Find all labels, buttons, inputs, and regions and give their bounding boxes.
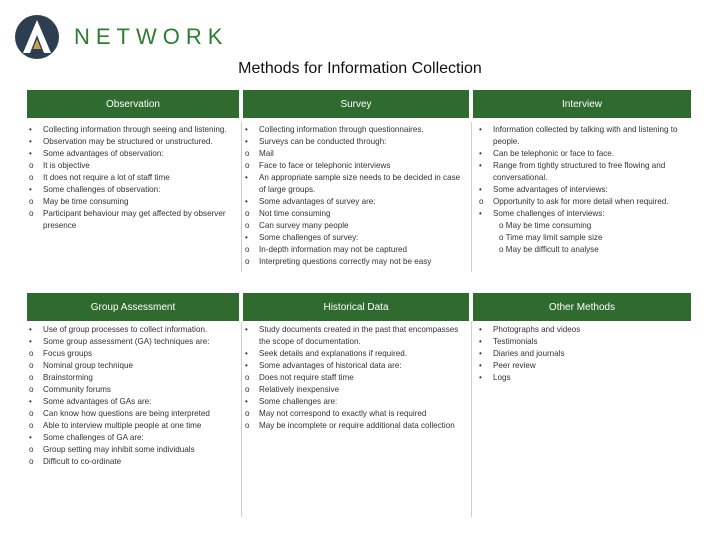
bullet-marker: • bbox=[479, 373, 482, 382]
list-item-text: Use of group processes to collect information. bbox=[43, 325, 208, 334]
bullet-marker: • bbox=[479, 361, 482, 370]
header-other-methods: Other Methods bbox=[473, 293, 691, 321]
list-item bbox=[27, 384, 237, 396]
list-item bbox=[27, 360, 237, 372]
list-item-text: May be time consuming bbox=[43, 197, 129, 206]
list-item bbox=[477, 208, 687, 220]
list-item-text: Study documents created in the past that encompasses the scope of documentation. bbox=[259, 325, 459, 346]
list-item bbox=[27, 160, 232, 172]
list-item-text: Brainstorming bbox=[43, 373, 93, 382]
header-historical-data: Historical Data bbox=[243, 293, 469, 321]
item-list bbox=[27, 324, 237, 468]
bullet-marker: o bbox=[29, 349, 34, 358]
list-item-text: An appropriate sample size needs to be decided in case of large groups. bbox=[259, 173, 461, 194]
divider bbox=[471, 122, 472, 272]
list-item bbox=[27, 420, 237, 432]
list-item bbox=[243, 420, 468, 432]
list-item bbox=[477, 148, 687, 160]
divider bbox=[471, 322, 472, 517]
list-item-text: Testimonials bbox=[493, 337, 538, 346]
bullet-marker: o bbox=[29, 161, 34, 170]
list-item bbox=[27, 148, 232, 160]
bullet-marker: o bbox=[245, 421, 250, 430]
item-list bbox=[243, 324, 468, 432]
list-item bbox=[27, 124, 232, 136]
list-item bbox=[27, 184, 232, 196]
bullet-marker: o bbox=[29, 173, 34, 182]
list-item-text: Nominal group technique bbox=[43, 361, 133, 370]
list-item-text: Surveys can be conducted through: bbox=[259, 137, 387, 146]
list-item-text: Opportunity to ask for more detail when required. bbox=[493, 197, 669, 206]
list-item-text: Photographs and videos bbox=[493, 325, 581, 334]
list-item-text: Community forums bbox=[43, 385, 111, 394]
network-logo bbox=[14, 13, 228, 61]
list-item-text: Some challenges of observation: bbox=[43, 185, 161, 194]
list-item-text: Not time consuming bbox=[259, 209, 331, 218]
bullet-marker: • bbox=[479, 161, 482, 170]
bullet-marker: o bbox=[245, 409, 250, 418]
list-item-text: Can know how questions are being interpreted bbox=[43, 409, 210, 418]
header-survey: Survey bbox=[243, 90, 469, 118]
list-item bbox=[243, 324, 468, 348]
list-item-text: Some advantages of GAs are: bbox=[43, 397, 152, 406]
bullet-marker: • bbox=[245, 397, 248, 406]
bullet-marker: • bbox=[29, 125, 32, 134]
header-observation: Observation bbox=[27, 90, 239, 118]
list-item-text: Can survey many people bbox=[259, 221, 349, 230]
list-item bbox=[27, 432, 237, 444]
bullet-marker: • bbox=[245, 325, 248, 334]
list-item-text: o May be time consuming bbox=[499, 221, 592, 230]
divider bbox=[241, 322, 242, 517]
list-item-text: Seek details and explanations if required. bbox=[259, 349, 408, 358]
list-item-text: o Time may limit sample size bbox=[499, 233, 603, 242]
list-item bbox=[477, 160, 687, 184]
list-item-text: Does not require staff time bbox=[259, 373, 354, 382]
list-item-text: Able to interview multiple people at one time bbox=[43, 421, 202, 430]
list-item bbox=[27, 208, 232, 232]
bullet-marker: • bbox=[479, 185, 482, 194]
list-item bbox=[477, 196, 687, 208]
list-item-text: Face to face or telephonic interviews bbox=[259, 161, 391, 170]
bullet-marker: o bbox=[29, 361, 34, 370]
list-item-text: Diaries and journals bbox=[493, 349, 565, 358]
list-item-text: Some challenges are: bbox=[259, 397, 338, 406]
other-methods-body bbox=[477, 324, 687, 384]
list-item-text: Some advantages of historical data are: bbox=[259, 361, 402, 370]
bullet-marker: • bbox=[479, 325, 482, 334]
bullet-marker: o bbox=[29, 421, 34, 430]
bullet-marker: o bbox=[245, 161, 250, 170]
bullet-marker: o bbox=[245, 257, 250, 266]
list-item-text: Some challenges of GA are: bbox=[43, 433, 144, 442]
list-item bbox=[27, 348, 237, 360]
list-item bbox=[243, 384, 468, 396]
bullet-marker: • bbox=[245, 349, 248, 358]
list-item-text: Observation may be structured or unstructured. bbox=[43, 137, 213, 146]
list-item bbox=[243, 148, 468, 160]
bullet-marker: • bbox=[245, 173, 248, 182]
bullet-marker: o bbox=[29, 373, 34, 382]
list-item bbox=[243, 232, 468, 244]
historical-data-body bbox=[243, 324, 468, 432]
list-item bbox=[27, 444, 237, 456]
interview-body bbox=[477, 124, 687, 256]
list-item-text: Some group assessment (GA) techniques are: bbox=[43, 337, 210, 346]
bullet-marker: • bbox=[245, 361, 248, 370]
bullet-marker: o bbox=[29, 197, 34, 206]
list-item bbox=[477, 348, 687, 360]
list-item bbox=[27, 136, 232, 148]
bullet-marker: • bbox=[245, 137, 248, 146]
list-item bbox=[477, 372, 687, 384]
list-item-text: It is objective bbox=[43, 161, 90, 170]
list-item-text: Some challenges of interviews: bbox=[493, 209, 605, 218]
bullet-marker: • bbox=[29, 433, 32, 442]
list-item bbox=[243, 160, 468, 172]
list-item bbox=[243, 220, 468, 232]
logo-text: NETWORK bbox=[74, 24, 229, 49]
list-item bbox=[243, 124, 468, 136]
list-item-text: Can be telephonic or face to face. bbox=[493, 149, 615, 158]
list-item-text: Some advantages of observation: bbox=[43, 149, 164, 158]
list-item-text: Information collected by talking with and listening to people. bbox=[493, 125, 678, 146]
list-item bbox=[27, 324, 237, 336]
list-item-text: Some challenges of survey: bbox=[259, 233, 359, 242]
list-item-text: Focus groups bbox=[43, 349, 93, 358]
bullet-marker: o bbox=[245, 245, 250, 254]
item-list bbox=[27, 124, 232, 232]
list-item bbox=[27, 396, 237, 408]
bullet-marker: • bbox=[29, 149, 32, 158]
list-item-text: In-depth information may not be captured bbox=[259, 245, 408, 254]
list-item-text: Collecting information through seeing and listening. bbox=[43, 125, 227, 134]
bullet-marker: • bbox=[29, 137, 32, 146]
list-item-text: May be incomplete or require additional data collection bbox=[259, 421, 455, 430]
bullet-marker: • bbox=[245, 125, 248, 134]
list-item bbox=[243, 172, 468, 196]
list-item-text: Some advantages of interviews: bbox=[493, 185, 608, 194]
observation-body bbox=[27, 124, 232, 232]
list-item bbox=[477, 336, 687, 348]
list-item bbox=[27, 196, 232, 208]
list-item bbox=[477, 360, 687, 372]
list-item bbox=[27, 456, 237, 468]
list-item bbox=[243, 208, 468, 220]
bullet-marker: o bbox=[29, 445, 34, 454]
network-logo-icon bbox=[14, 13, 60, 61]
list-item-text: Collecting information through questionnaires. bbox=[259, 125, 424, 134]
item-list bbox=[477, 124, 687, 256]
bullet-marker: • bbox=[245, 233, 248, 242]
bullet-marker: o bbox=[479, 197, 484, 206]
list-item bbox=[243, 360, 468, 372]
list-item bbox=[243, 396, 468, 408]
item-list bbox=[477, 324, 687, 384]
bullet-marker: • bbox=[479, 125, 482, 134]
list-item-text: Logs bbox=[493, 373, 511, 382]
list-item bbox=[477, 232, 687, 244]
bullet-marker: o bbox=[245, 385, 250, 394]
list-item bbox=[27, 172, 232, 184]
divider bbox=[241, 122, 242, 272]
bullet-marker: o bbox=[245, 209, 250, 218]
list-item-text: Relatively inexpensive bbox=[259, 385, 340, 394]
list-item bbox=[27, 336, 237, 348]
bullet-marker: o bbox=[245, 373, 250, 382]
list-item bbox=[27, 408, 237, 420]
list-item bbox=[477, 220, 687, 232]
bullet-marker: o bbox=[29, 457, 34, 466]
list-item bbox=[243, 196, 468, 208]
list-item bbox=[243, 256, 468, 268]
bullet-marker: o bbox=[29, 209, 34, 218]
bullet-marker: • bbox=[29, 397, 32, 406]
bullet-marker: • bbox=[479, 349, 482, 358]
list-item-text: Group setting may inhibit some individuals bbox=[43, 445, 195, 454]
list-item bbox=[477, 244, 687, 256]
bullet-marker: • bbox=[29, 325, 32, 334]
list-item-text: o May be difficult to analyse bbox=[499, 245, 599, 254]
list-item-text: Range from tightly structured to free flowing and conversational. bbox=[493, 161, 666, 182]
survey-body bbox=[243, 124, 468, 268]
list-item bbox=[243, 244, 468, 256]
list-item-text: Peer review bbox=[493, 361, 536, 370]
list-item-text: Participant behaviour may get affected by observer presence bbox=[43, 209, 226, 230]
list-item-text: Some advantages of survey are: bbox=[259, 197, 376, 206]
header-group-assessment: Group Assessment bbox=[27, 293, 239, 321]
list-item bbox=[477, 184, 687, 196]
list-item bbox=[243, 136, 468, 148]
bullet-marker: o bbox=[29, 409, 34, 418]
bullet-marker: o bbox=[245, 221, 250, 230]
bullet-marker: • bbox=[245, 197, 248, 206]
bullet-marker: • bbox=[479, 337, 482, 346]
list-item bbox=[243, 408, 468, 420]
page-title: Methods for Information Collection bbox=[238, 60, 482, 77]
bullet-marker: • bbox=[29, 185, 32, 194]
group-assessment-body bbox=[27, 324, 237, 468]
list-item bbox=[477, 324, 687, 336]
header-interview: Interview bbox=[473, 90, 691, 118]
list-item bbox=[27, 372, 237, 384]
bullet-marker: o bbox=[245, 149, 250, 158]
list-item-text: It does not require a lot of staff time bbox=[43, 173, 170, 182]
item-list bbox=[243, 124, 468, 268]
list-item-text: Difficult to co-ordinate bbox=[43, 457, 122, 466]
bullet-marker: • bbox=[479, 209, 482, 218]
list-item-text: Mail bbox=[259, 149, 274, 158]
bullet-marker: o bbox=[29, 385, 34, 394]
list-item-text: Interpreting questions correctly may not be easy bbox=[259, 257, 432, 266]
list-item bbox=[243, 372, 468, 384]
list-item bbox=[243, 348, 468, 360]
bullet-marker: • bbox=[29, 337, 32, 346]
list-item bbox=[477, 124, 687, 148]
list-item-text: May not correspond to exactly what is required bbox=[259, 409, 427, 418]
bullet-marker: • bbox=[479, 149, 482, 158]
methods-grid bbox=[27, 90, 691, 520]
